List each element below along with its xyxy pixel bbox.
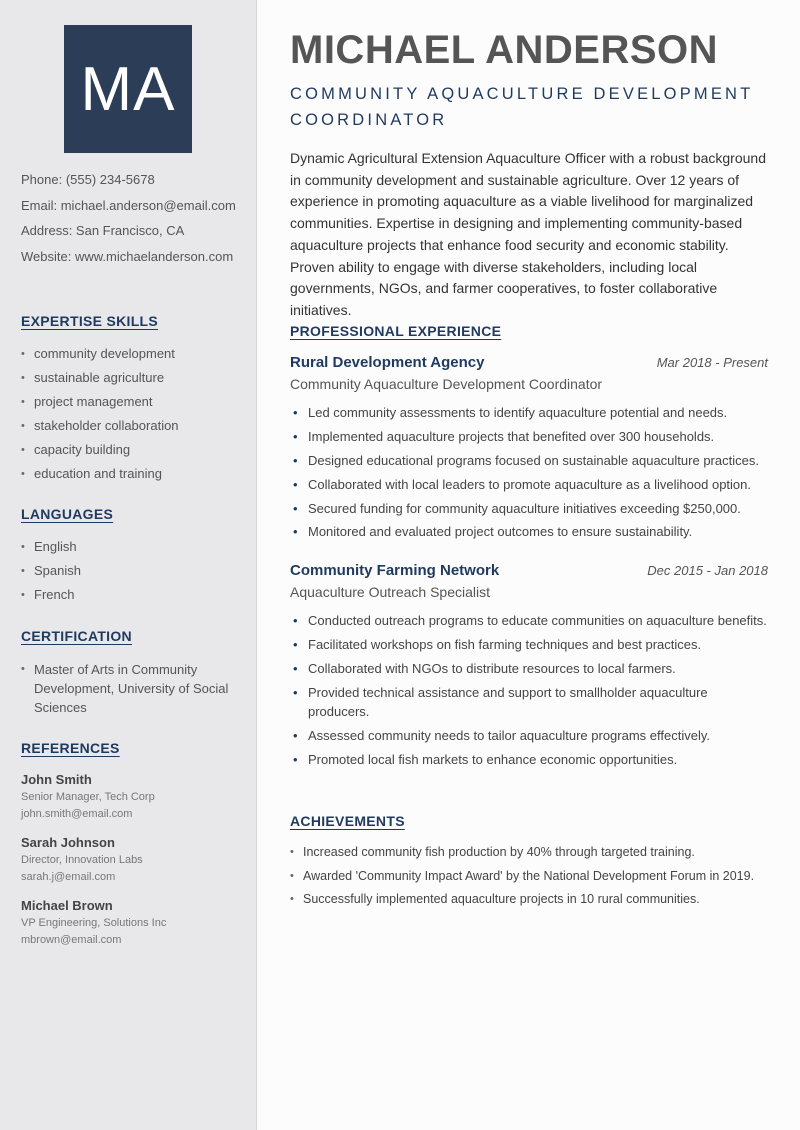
list-item: • Successfully implemented aquaculture projects in 10 rural communities. bbox=[290, 891, 768, 907]
job-header bbox=[290, 354, 768, 371]
list-item: • English bbox=[21, 539, 81, 563]
contact-address: Address: San Francisco, CA bbox=[21, 223, 185, 238]
list-item: • education and training bbox=[21, 466, 179, 490]
job-dates: Dec 2015 - Jan 2018 bbox=[647, 563, 768, 578]
skills-list bbox=[21, 346, 179, 490]
list-item: • Awarded 'Community Impact Award' by the National Development Forum in 2019. bbox=[290, 868, 768, 884]
list-item: • Increased community fish production by 40% through targeted training. bbox=[290, 844, 768, 860]
list-item: • project management bbox=[21, 394, 179, 418]
reference-entry bbox=[21, 835, 143, 885]
list-item: • Promoted local fish markets to enhance economic opportunities. bbox=[290, 750, 768, 770]
list-item: • capacity building bbox=[21, 442, 179, 466]
list-item: • Spanish bbox=[21, 563, 81, 587]
job-bullets bbox=[290, 611, 768, 774]
references-heading: REFERENCES bbox=[21, 740, 120, 756]
list-item: • Collaborated with NGOs to distribute resources to local farmers. bbox=[290, 659, 768, 679]
certification-heading: CERTIFICATION bbox=[21, 628, 132, 644]
list-item: • Designed educational programs focused on sustainable aquaculture practices. bbox=[290, 451, 768, 471]
list-item: • Conducted outreach programs to educate communities on aquaculture benefits. bbox=[290, 611, 768, 631]
list-item: • stakeholder collaboration bbox=[21, 418, 179, 442]
achievements-heading: ACHIEVEMENTS bbox=[290, 813, 405, 829]
candidate-name: MICHAEL ANDERSON bbox=[290, 28, 719, 72]
reference-name: John Smith bbox=[21, 772, 92, 787]
reference-title: Director, Innovation Labs bbox=[21, 854, 143, 866]
skills-heading: EXPERTISE SKILLS bbox=[21, 313, 159, 329]
languages-heading: LANGUAGES bbox=[21, 506, 114, 522]
list-item: • Facilitated workshops on fish farming techniques and best practices. bbox=[290, 635, 768, 655]
candidate-role: COMMUNITY AQUACULTURE DEVELOPMENT COORDINATOR bbox=[290, 85, 754, 129]
list-item: • Monitored and evaluated project outcomes to ensure sustainability. bbox=[290, 522, 768, 542]
contact-phone: Phone: (555) 234-5678 bbox=[21, 172, 155, 187]
reference-title: VP Engineering, Solutions Inc bbox=[21, 917, 167, 929]
job-header bbox=[290, 562, 768, 579]
reference-entry bbox=[21, 772, 155, 822]
job-bullets bbox=[290, 403, 768, 546]
list-item: • Assessed community needs to tailor aquaculture programs effectively. bbox=[290, 726, 768, 746]
reference-entry bbox=[21, 898, 166, 948]
job-title: Aquaculture Outreach Specialist bbox=[290, 584, 490, 600]
certification-item: • Master of Arts in Community Development, University of Social Sciences bbox=[21, 660, 236, 717]
reference-title: Senior Manager, Tech Corp bbox=[21, 791, 155, 803]
list-item: • Implemented aquaculture projects that benefited over 300 households. bbox=[290, 427, 768, 447]
languages-list bbox=[21, 539, 81, 611]
list-item: • Secured funding for community aquaculture initiatives exceeding $250,000. bbox=[290, 499, 768, 519]
profile-summary: Dynamic Agricultural Extension Aquaculture Officer with a robust background in community development and sustainable agriculture. Over 12 years of experience in promoting aquaculture as a viable livelihood for marginalized communities. Expertise in designing and implementing community-based aquaculture projects that enhance food security and economic stability. Proven ability to engage with diverse stakeholders, including local governments, NGOs, and farmer cooperatives, to foster collaborative initiatives. bbox=[290, 150, 766, 318]
reference-email[interactable]: sarah.j@email.com bbox=[21, 871, 116, 883]
job-dates: Mar 2018 - Present bbox=[656, 355, 768, 370]
job-title: Community Aquaculture Development Coordinator bbox=[290, 376, 603, 392]
experience-heading: PROFESSIONAL EXPERIENCE bbox=[290, 323, 502, 339]
contact-email[interactable]: Email: michael.anderson@email.com bbox=[21, 197, 236, 213]
contact-info bbox=[21, 172, 236, 274]
list-item: • community development bbox=[21, 346, 179, 370]
achievements-list bbox=[290, 844, 768, 915]
job-company: Rural Development Agency bbox=[290, 354, 485, 371]
monogram-badge: MA bbox=[64, 25, 192, 153]
list-item: • French bbox=[21, 587, 81, 611]
reference-name: Michael Brown bbox=[21, 898, 113, 913]
reference-email[interactable]: john.smith@email.com bbox=[21, 808, 133, 820]
job-company: Community Farming Network bbox=[290, 562, 500, 579]
list-item: • Led community assessments to identify aquaculture potential and needs. bbox=[290, 403, 768, 423]
list-item: • Collaborated with local leaders to promote aquaculture as a livelihood option. bbox=[290, 475, 768, 495]
contact-website[interactable]: Website: www.michaelanderson.com bbox=[21, 248, 234, 264]
list-item: • sustainable agriculture bbox=[21, 370, 179, 394]
reference-name: Sarah Johnson bbox=[21, 835, 115, 850]
reference-email[interactable]: mbrown@email.com bbox=[21, 934, 122, 946]
list-item: • Provided technical assistance and support to smallholder aquaculture producers. bbox=[290, 683, 768, 722]
